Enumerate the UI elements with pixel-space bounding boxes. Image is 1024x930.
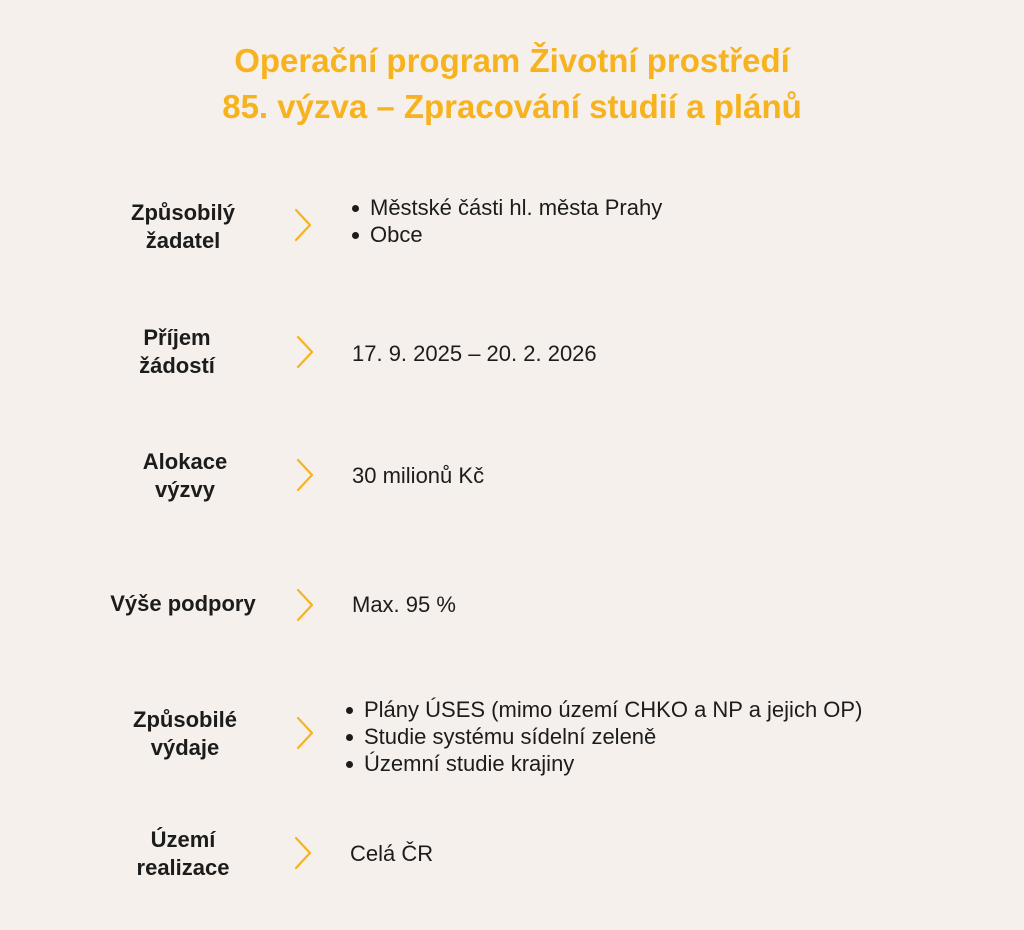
label-eligible-applicant: [98, 199, 268, 255]
label-line: Způsobilé: [133, 707, 237, 732]
label-line: žadatel: [145, 228, 221, 253]
label-line: žádostí: [139, 353, 215, 378]
chevron-right-icon: [292, 207, 314, 243]
label-line: výzvy: [155, 477, 215, 502]
label-line: Území: [150, 827, 216, 852]
label-line: výdaje: [150, 735, 220, 760]
value-eligible-applicant: [350, 194, 662, 248]
value-support-rate: Max. 95 %: [352, 592, 456, 617]
chevron-right-icon: [294, 334, 316, 370]
value-eligible-expenses: [344, 696, 862, 777]
page-title: [0, 38, 1024, 130]
label-line: realizace: [136, 855, 230, 880]
label-eligible-expenses: [100, 706, 270, 762]
label-allocation: [100, 448, 270, 504]
chevron-right-icon: [292, 835, 314, 871]
label-support-rate: [98, 590, 268, 618]
chevron-right-icon: [294, 457, 316, 493]
title-line-1: Operační program Životní prostředí: [234, 42, 790, 79]
value-application-period: 17. 9. 2025 – 20. 2. 2026: [352, 341, 597, 366]
list-item: Obce: [350, 221, 662, 248]
chevron-right-icon: [294, 587, 316, 623]
value-implementation-area: Celá ČR: [350, 841, 434, 866]
label-line: Výše podpory: [110, 591, 256, 616]
title-line-2: 85. výzva – Zpracování studií a plánů: [222, 88, 802, 125]
label-line: Alokace: [142, 449, 228, 474]
label-application-period: [92, 324, 262, 380]
list-item: Městské části hl. města Prahy: [350, 194, 662, 221]
list-item: Plány ÚSES (mimo území CHKO a NP a jejich OP): [344, 696, 862, 723]
label-implementation-area: [98, 826, 268, 882]
label-line: Příjem: [143, 325, 211, 350]
chevron-right-icon: [294, 715, 316, 751]
list-item: Územní studie krajiny: [344, 750, 862, 777]
value-allocation: 30 milionů Kč: [352, 463, 485, 488]
label-line: Způsobilý: [131, 200, 235, 225]
list-item: Studie systému sídelní zeleně: [344, 723, 862, 750]
